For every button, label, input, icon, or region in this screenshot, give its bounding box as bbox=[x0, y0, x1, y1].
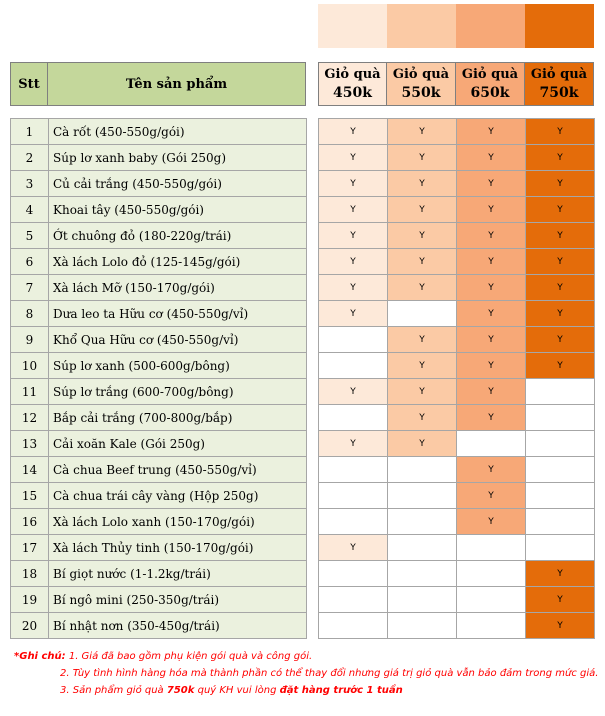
tier-4-mark bbox=[526, 483, 595, 509]
tier-2-mark bbox=[388, 587, 457, 613]
tier-row bbox=[319, 613, 595, 639]
row-product-name: Ớt chuông đỏ (180-220g/trái) bbox=[49, 223, 307, 249]
tier-2-mark: Y bbox=[388, 353, 457, 379]
tier-row bbox=[319, 379, 595, 405]
product-row bbox=[11, 613, 307, 639]
product-row bbox=[11, 275, 307, 301]
tier-2-mark: Y bbox=[388, 327, 457, 353]
header-tier-label: Giỏ quà bbox=[530, 67, 588, 82]
tier-3-mark: Y bbox=[457, 223, 526, 249]
tier-row bbox=[319, 457, 595, 483]
row-product-name: Bí nhật nơn (350-450g/trái) bbox=[49, 613, 307, 639]
row-product-name: Xà lách Mỡ (150-170g/gói) bbox=[49, 275, 307, 301]
tier-row bbox=[319, 171, 595, 197]
tier-4-mark: Y bbox=[526, 197, 595, 223]
tier-3-mark: Y bbox=[457, 301, 526, 327]
header-tier-price: 450k bbox=[333, 85, 372, 101]
notes-section bbox=[14, 648, 598, 699]
product-row bbox=[11, 379, 307, 405]
tier-1-mark: Y bbox=[319, 119, 388, 145]
row-product-name: Củ cải trắng (450-550g/gói) bbox=[49, 171, 307, 197]
row-stt: 2 bbox=[11, 145, 49, 171]
tier-550k-color-swatch bbox=[387, 4, 456, 48]
tier-3-mark: Y bbox=[457, 171, 526, 197]
product-row bbox=[11, 353, 307, 379]
tier-4-mark bbox=[526, 509, 595, 535]
tier-row bbox=[319, 353, 595, 379]
tier-4-mark: Y bbox=[526, 119, 595, 145]
tier-450k-color-swatch bbox=[318, 4, 387, 48]
tier-4-mark: Y bbox=[526, 353, 595, 379]
tier-row bbox=[319, 431, 595, 457]
row-stt: 19 bbox=[11, 587, 49, 613]
tier-row bbox=[319, 119, 595, 145]
header-tier-label: Giỏ quà bbox=[324, 67, 381, 82]
tier-3-mark: Y bbox=[457, 457, 526, 483]
tier-1-mark: Y bbox=[319, 223, 388, 249]
notes-label: *Ghi chú: bbox=[14, 651, 66, 662]
tier-1-mark: Y bbox=[319, 301, 388, 327]
tier-2-mark: Y bbox=[388, 379, 457, 405]
product-row bbox=[11, 405, 307, 431]
tier-3-mark: Y bbox=[457, 327, 526, 353]
row-stt: 14 bbox=[11, 457, 49, 483]
row-product-name: Cà chua trái cây vàng (Hộp 250g) bbox=[49, 483, 307, 509]
tier-row bbox=[319, 249, 595, 275]
row-stt: 11 bbox=[11, 379, 49, 405]
row-stt: 12 bbox=[11, 405, 49, 431]
tier-1-mark bbox=[319, 561, 388, 587]
tier-2-mark: Y bbox=[388, 431, 457, 457]
tier-row bbox=[319, 587, 595, 613]
tier-1-mark bbox=[319, 457, 388, 483]
row-product-name: Khổ Qua Hữu cơ (450-550g/vỉ) bbox=[49, 327, 307, 353]
tier-row bbox=[319, 145, 595, 171]
header-tier-650k bbox=[456, 62, 525, 106]
tier-1-mark bbox=[319, 587, 388, 613]
note-line-3-middle: quý KH vui lòng bbox=[197, 685, 277, 696]
tier-3-mark bbox=[457, 561, 526, 587]
tier-1-mark: Y bbox=[319, 171, 388, 197]
row-stt: 18 bbox=[11, 561, 49, 587]
tier-3-mark: Y bbox=[457, 405, 526, 431]
tier-3-mark: Y bbox=[457, 249, 526, 275]
tier-750k-color-swatch bbox=[525, 4, 594, 48]
note-line-3-text: 3. Sản phẩm giỏ quà bbox=[60, 685, 164, 696]
row-product-name: Cải xoăn Kale (Gói 250g) bbox=[49, 431, 307, 457]
header-tier-price: 550k bbox=[401, 85, 441, 101]
note-line-3 bbox=[14, 682, 598, 699]
tier-1-mark: Y bbox=[319, 535, 388, 561]
tier-3-mark: Y bbox=[457, 379, 526, 405]
tier-row bbox=[319, 561, 595, 587]
tier-1-mark: Y bbox=[319, 379, 388, 405]
product-row bbox=[11, 223, 307, 249]
row-product-name: Bí giọt nước (1-1.2kg/trái) bbox=[49, 561, 307, 587]
tier-2-mark: Y bbox=[388, 119, 457, 145]
product-row bbox=[11, 197, 307, 223]
tier-2-mark bbox=[388, 535, 457, 561]
row-stt: 4 bbox=[11, 197, 49, 223]
tier-2-mark: Y bbox=[388, 171, 457, 197]
header-tier-550k bbox=[387, 62, 456, 106]
header-tier-450k bbox=[318, 62, 387, 106]
product-row bbox=[11, 249, 307, 275]
tier-4-mark bbox=[526, 379, 595, 405]
tier-row bbox=[319, 509, 595, 535]
header-stt: Stt bbox=[10, 62, 48, 106]
tier-650k-color-swatch bbox=[456, 4, 525, 48]
row-product-name: Khoai tây (450-550g/gói) bbox=[49, 197, 307, 223]
row-stt: 6 bbox=[11, 249, 49, 275]
tier-row bbox=[319, 275, 595, 301]
tier-4-mark bbox=[526, 535, 595, 561]
row-stt: 8 bbox=[11, 301, 49, 327]
tier-row bbox=[319, 197, 595, 223]
row-stt: 15 bbox=[11, 483, 49, 509]
row-product-name: Bí ngô mini (250-350g/trái) bbox=[49, 587, 307, 613]
product-row bbox=[11, 509, 307, 535]
header-tier-label: Giỏ quà bbox=[461, 67, 519, 82]
tier-4-mark: Y bbox=[526, 223, 595, 249]
tier-3-mark: Y bbox=[457, 353, 526, 379]
tier-4-mark: Y bbox=[526, 587, 595, 613]
tier-3-mark: Y bbox=[457, 197, 526, 223]
row-stt: 7 bbox=[11, 275, 49, 301]
tier-1-mark: Y bbox=[319, 275, 388, 301]
row-stt: 17 bbox=[11, 535, 49, 561]
tier-2-mark: Y bbox=[388, 145, 457, 171]
tier-2-mark bbox=[388, 509, 457, 535]
tier-2-mark bbox=[388, 483, 457, 509]
tier-row bbox=[319, 301, 595, 327]
tier-1-mark: Y bbox=[319, 249, 388, 275]
tier-1-mark bbox=[319, 353, 388, 379]
tier-1-mark bbox=[319, 509, 388, 535]
tier-availability-table bbox=[318, 118, 595, 639]
tier-3-mark: Y bbox=[457, 483, 526, 509]
tier-2-mark bbox=[388, 613, 457, 639]
tier-3-mark bbox=[457, 613, 526, 639]
row-product-name: Súp lơ xanh baby (Gói 250g) bbox=[49, 145, 307, 171]
tier-3-mark: Y bbox=[457, 145, 526, 171]
row-product-name: Súp lơ trắng (600-700g/bông) bbox=[49, 379, 307, 405]
row-product-name: Dưa leo ta Hữu cơ (450-550g/vỉ) bbox=[49, 301, 307, 327]
product-table bbox=[10, 118, 307, 639]
tier-1-mark: Y bbox=[319, 145, 388, 171]
tier-4-mark: Y bbox=[526, 561, 595, 587]
product-row bbox=[11, 301, 307, 327]
product-row bbox=[11, 119, 307, 145]
tier-2-mark: Y bbox=[388, 197, 457, 223]
row-stt: 16 bbox=[11, 509, 49, 535]
tier-2-mark bbox=[388, 457, 457, 483]
tier-2-mark: Y bbox=[388, 275, 457, 301]
tier-3-mark: Y bbox=[457, 509, 526, 535]
header-product-name: Tên sản phẩm bbox=[48, 62, 306, 106]
row-product-name: Cà rốt (450-550g/gói) bbox=[49, 119, 307, 145]
tier-3-mark bbox=[457, 431, 526, 457]
tier-1-mark: Y bbox=[319, 197, 388, 223]
tier-row bbox=[319, 223, 595, 249]
tier-2-mark: Y bbox=[388, 405, 457, 431]
tier-4-mark bbox=[526, 405, 595, 431]
note-line-1: 1. Giá đã bao gồm phụ kiện gói quà và công gói. bbox=[68, 651, 313, 662]
tier-3-mark: Y bbox=[457, 275, 526, 301]
tier-1-mark: Y bbox=[319, 431, 388, 457]
product-row bbox=[11, 483, 307, 509]
header-tier-price: 650k bbox=[470, 85, 510, 101]
row-stt: 3 bbox=[11, 171, 49, 197]
tier-4-mark: Y bbox=[526, 249, 595, 275]
tier-2-mark: Y bbox=[388, 249, 457, 275]
tier-4-mark: Y bbox=[526, 327, 595, 353]
tier-1-mark bbox=[319, 405, 388, 431]
product-row bbox=[11, 561, 307, 587]
tier-2-mark bbox=[388, 561, 457, 587]
row-product-name: Súp lơ xanh (500-600g/bông) bbox=[49, 353, 307, 379]
row-stt: 1 bbox=[11, 119, 49, 145]
product-row bbox=[11, 327, 307, 353]
tier-row bbox=[319, 535, 595, 561]
tier-row bbox=[319, 327, 595, 353]
tier-4-mark: Y bbox=[526, 613, 595, 639]
row-product-name: Xà lách Lolo đỏ (125-145g/gói) bbox=[49, 249, 307, 275]
tier-3-mark bbox=[457, 587, 526, 613]
tier-row bbox=[319, 405, 595, 431]
row-product-name: Xà lách Lolo xanh (150-170g/gói) bbox=[49, 509, 307, 535]
product-row bbox=[11, 171, 307, 197]
tier-4-mark bbox=[526, 431, 595, 457]
row-product-name: Cà chua Beef trung (450-550g/vỉ) bbox=[49, 457, 307, 483]
tier-3-mark bbox=[457, 535, 526, 561]
tier-1-mark bbox=[319, 327, 388, 353]
note-line-2: 2. Tùy tình hình hàng hóa mà thành phần có thể thay đổi nhưng giá trị giỏ quà vẫn bảo đảm trong mức giá. bbox=[60, 668, 599, 679]
header-tier-price: 750k bbox=[539, 85, 579, 101]
tier-1-mark bbox=[319, 613, 388, 639]
note-line-3-price: 750k bbox=[166, 685, 195, 696]
tier-row bbox=[319, 483, 595, 509]
tier-3-mark: Y bbox=[457, 119, 526, 145]
row-stt: 20 bbox=[11, 613, 49, 639]
tier-4-mark: Y bbox=[526, 275, 595, 301]
tier-4-mark bbox=[526, 457, 595, 483]
row-stt: 5 bbox=[11, 223, 49, 249]
row-product-name: Bắp cải trắng (700-800g/bắp) bbox=[49, 405, 307, 431]
row-product-name: Xà lách Thủy tinh (150-170g/gói) bbox=[49, 535, 307, 561]
product-row bbox=[11, 431, 307, 457]
product-row bbox=[11, 535, 307, 561]
row-stt: 10 bbox=[11, 353, 49, 379]
header-tier-750k bbox=[525, 62, 594, 106]
tier-1-mark bbox=[319, 483, 388, 509]
tier-4-mark: Y bbox=[526, 171, 595, 197]
row-stt: 13 bbox=[11, 431, 49, 457]
product-row bbox=[11, 457, 307, 483]
product-row bbox=[11, 145, 307, 171]
tier-4-mark: Y bbox=[526, 145, 595, 171]
header-tier-label: Giỏ quà bbox=[392, 67, 450, 82]
row-stt: 9 bbox=[11, 327, 49, 353]
tier-2-mark bbox=[388, 301, 457, 327]
tier-4-mark: Y bbox=[526, 301, 595, 327]
tier-2-mark: Y bbox=[388, 223, 457, 249]
note-line-3-emphasis: đặt hàng trước 1 tuần bbox=[279, 685, 403, 696]
product-row bbox=[11, 587, 307, 613]
